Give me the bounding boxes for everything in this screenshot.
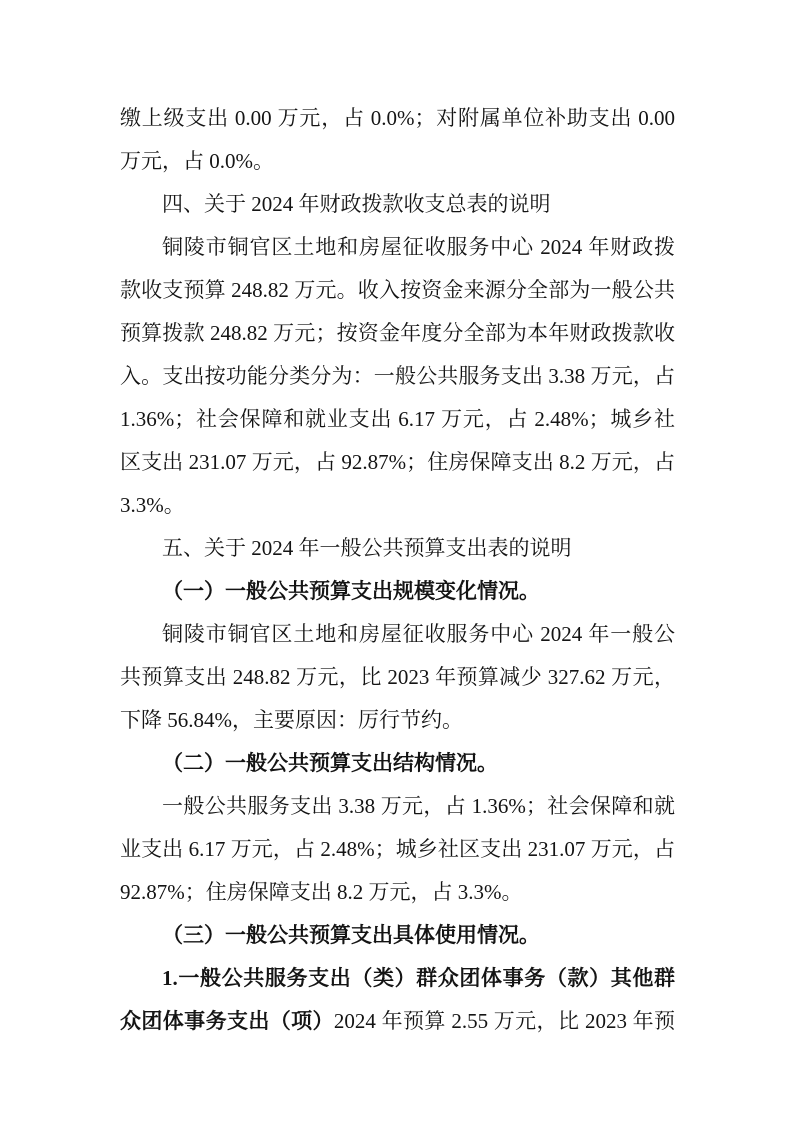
text-line: 入。支出按功能分类分为：一般公共服务支出 3.38 万元，占 [120,364,675,388]
section-heading: 五、关于 2024 年一般公共预算支出表的说明 [162,536,572,560]
text-line: 业支出 6.17 万元，占 2.48%；城乡社区支出 231.07 万元，占 [120,837,675,861]
text-line: 一般公共服务支出 3.38 万元，占 1.36%；社会保障和就 [162,794,675,818]
subsection-heading: （二）一般公共预算支出结构情况。 [162,751,498,775]
subsection-heading: （一）一般公共预算支出规模变化情况。 [162,579,540,603]
section-heading: 四、关于 2024 年财政拨款收支总表的说明 [162,192,551,216]
text-line: 预算拨款 248.82 万元；按资金年度分全部为本年财政拨款收 [120,321,675,345]
text-line [120,1000,675,1043]
text-line: 3.3%。 [120,493,185,517]
document-page [120,97,675,1043]
text-line: 下降 56.84%，主要原因：厉行节约。 [120,708,463,732]
text-line: 万元，占 0.0%。 [120,149,274,173]
text-line: 铜陵市铜官区土地和房屋征收服务中心 2024 年一般公 [162,622,675,646]
subsection-heading: （三）一般公共预算支出具体使用情况。 [162,923,540,947]
text-line: 款收支预算 248.82 万元。收入按资金来源分全部为一般公共 [120,278,675,302]
text-line: 1.36%；社会保障和就业支出 6.17 万元，占 2.48%；城乡社 [120,407,675,431]
item-text: 2024 年预算 2.55 万元，比 2023 年预 [333,1009,676,1033]
text-line: 区支出 231.07 万元，占 92.87%；住房保障支出 8.2 万元，占 [120,450,675,474]
text-line: 92.87%；住房保障支出 8.2 万元，占 3.3%。 [120,880,523,904]
text-line: 共预算支出 248.82 万元，比 2023 年预算减少 327.62 万元， [120,665,675,689]
text-line: 铜陵市铜官区土地和房屋征收服务中心 2024 年财政拨 [162,235,675,259]
item-heading: 1.一般公共服务支出（类）群众团体事务（款）其他群 [162,966,675,990]
item-heading-continuation: 众团体事务支出（项） [120,1009,334,1033]
text-line: 缴上级支出 0.00 万元，占 0.0%；对附属单位补助支出 0.00 [120,106,675,130]
